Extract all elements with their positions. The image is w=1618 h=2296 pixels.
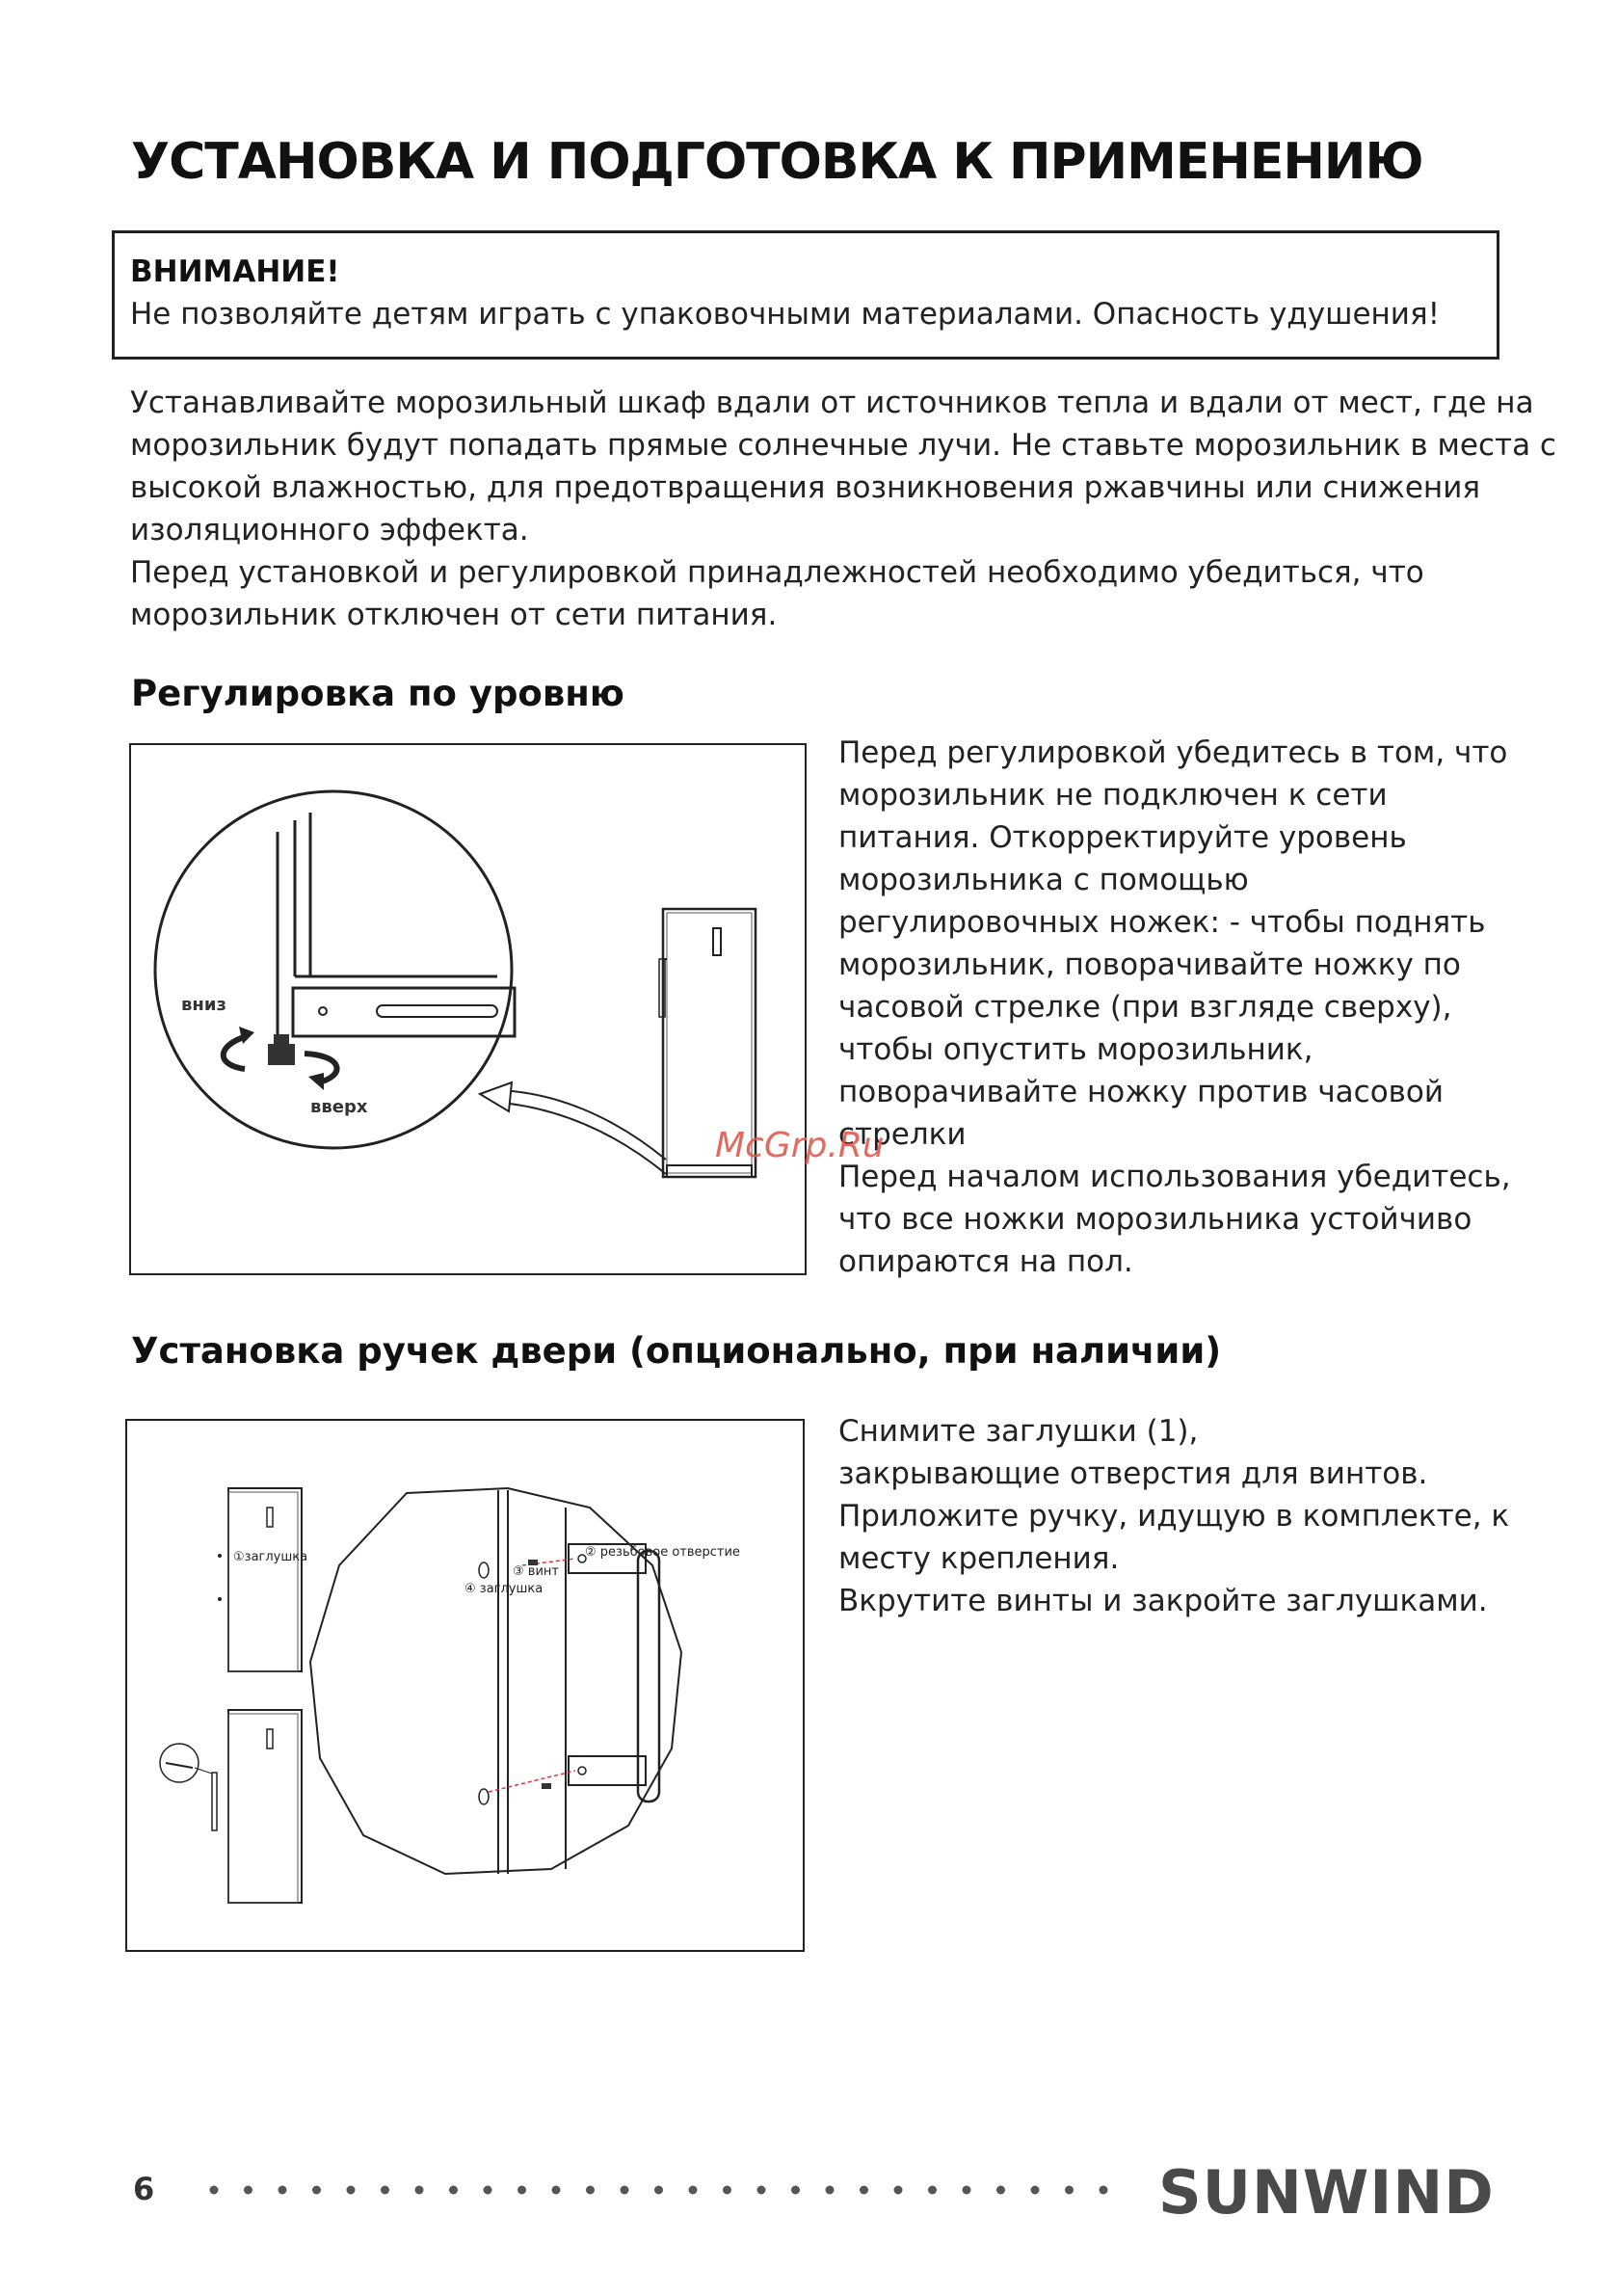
handles-line: Вкрутите винты и закройте заглушками.	[838, 1584, 1488, 1618]
footer-dot	[894, 2186, 903, 2195]
intro-line: высокой влажностью, для предотвращения возникновения ржавчины или снижения	[130, 470, 1480, 505]
label-plug1: ①заглушка	[233, 1550, 308, 1564]
intro-line: Устанавливайте морозильный шкаф вдали от источников тепла и вдали от мест, где на	[130, 386, 1534, 420]
level-line: поворачивайте ножку против часовой	[838, 1075, 1445, 1109]
level-line: регулировочных ножек: - чтобы поднять	[838, 905, 1486, 940]
footer-dot	[347, 2186, 356, 2195]
level-line: что все ножки морозильника устойчиво	[838, 1202, 1472, 1237]
level-text	[838, 732, 1511, 1283]
level-line: морозильник, поворачивайте ножку по	[838, 948, 1461, 982]
footer-dot	[244, 2186, 252, 2195]
footer-dot	[826, 2186, 835, 2195]
handles-illustration	[127, 1421, 803, 1950]
footer-dot	[484, 2186, 492, 2195]
page-number: 6	[133, 2171, 155, 2207]
footer-dot	[996, 2186, 1005, 2195]
footer-dot	[621, 2186, 629, 2195]
level-line: опираются на пол.	[838, 1244, 1133, 1279]
watermark: McGrp.Ru	[715, 1126, 885, 1165]
intro-line: Перед установкой и регулировкой принадлежностей необходимо убедиться, что	[130, 555, 1424, 590]
footer-dot	[381, 2186, 389, 2195]
label-screw: ③ винт	[513, 1564, 559, 1579]
level-line: Перед регулировкой убедитесь в том, что	[838, 735, 1508, 770]
footer-dot	[689, 2186, 698, 2195]
footer-dot	[860, 2186, 868, 2195]
handles-text	[838, 1410, 1509, 1622]
footer-dot	[1065, 2186, 1074, 2195]
footer-dots	[204, 2180, 1129, 2200]
level-line: часовой стрелке (при взгляде сверху),	[838, 990, 1452, 1025]
footer-dot	[963, 2186, 971, 2195]
brand-logo: SUNWIND	[1158, 2157, 1495, 2228]
level-line: стрелки	[838, 1117, 967, 1152]
footer-dot	[552, 2186, 561, 2195]
footer-dot	[928, 2186, 937, 2195]
level-line: чтобы опустить морозильник,	[838, 1032, 1313, 1067]
handles-line: месту крепления.	[838, 1541, 1120, 1576]
level-line: питания. Откорректируйте уровень	[838, 820, 1407, 855]
handles-line: Приложите ручку, идущую в комплекте, к	[838, 1499, 1510, 1534]
footer-dot	[791, 2186, 800, 2195]
footer-dot	[312, 2186, 321, 2195]
intro-line: морозильник отключен от сети питания.	[130, 598, 778, 632]
footer-dot	[654, 2186, 663, 2195]
footer-dot	[449, 2186, 458, 2195]
intro-line: морозильник будут попадать прямые солнечные лучи. Не ставьте морозильник в места с	[130, 428, 1556, 463]
label-up: вверх	[310, 1097, 368, 1117]
level-line: морозильник не подключен к сети	[838, 778, 1388, 813]
level-line: морозильника с помощью	[838, 863, 1249, 897]
level-illustration	[131, 745, 805, 1273]
label-thread: ② резьбовое отверстие	[585, 1545, 740, 1560]
handles-figure	[125, 1419, 805, 1952]
footer-dot	[757, 2186, 766, 2195]
footer-dot	[586, 2186, 595, 2195]
footer-dot	[279, 2186, 287, 2195]
label-plug4: ④ заглушка	[464, 1582, 544, 1596]
footer-dot	[1031, 2186, 1040, 2195]
level-line: Перед началом использования убедитесь,	[838, 1160, 1511, 1194]
handles-line: закрывающие отверстия для винтов.	[838, 1456, 1428, 1491]
label-down: вниз	[181, 995, 226, 1015]
warning-box	[112, 230, 1499, 360]
warning-title: ВНИМАНИЕ!	[130, 254, 340, 289]
handles-heading: Установка ручек двери (опционально, при наличии)	[131, 1330, 1222, 1372]
footer-dot	[723, 2186, 731, 2195]
page-title: УСТАНОВКА И ПОДГОТОВКА К ПРИМЕНЕНИЮ	[131, 133, 1423, 191]
footer-dot	[210, 2186, 219, 2195]
warning-text: Не позволяйте детям играть с упаковочными материалами. Опасность удушения!	[130, 297, 1441, 332]
intro-line: изоляционного эффекта.	[130, 513, 529, 547]
level-figure	[129, 743, 807, 1275]
intro-paragraph	[130, 382, 1556, 636]
footer-dot	[517, 2186, 526, 2195]
footer-dot	[415, 2186, 424, 2195]
handles-line: Снимите заглушки (1),	[838, 1414, 1199, 1449]
level-heading: Регулировка по уровню	[131, 673, 624, 714]
footer-dot	[1100, 2186, 1108, 2195]
